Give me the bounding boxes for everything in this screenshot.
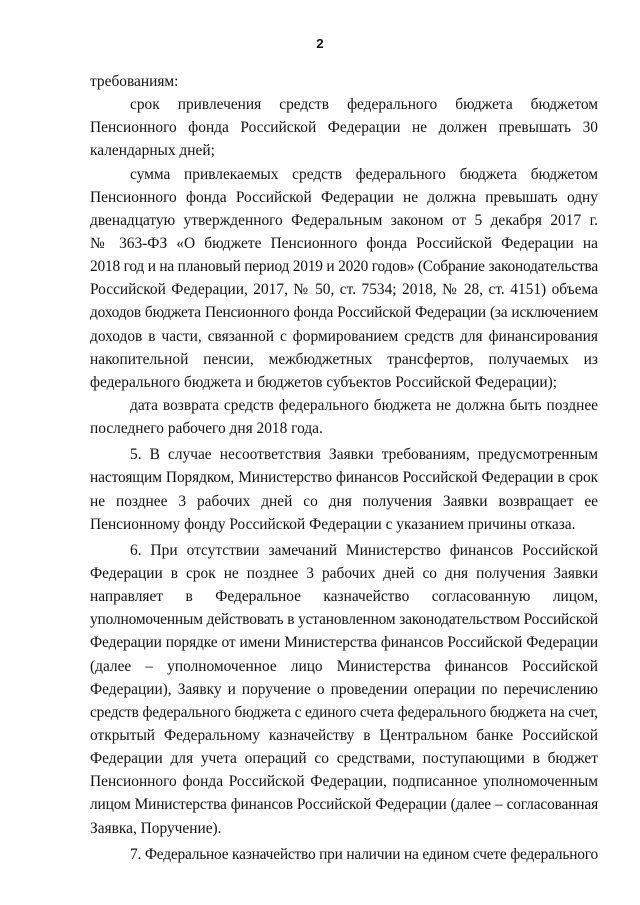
paragraph-line: Российской Федерации, 2017, № 50, ст. 7534; 2018, № 28, ст. 4151) объема	[90, 281, 598, 299]
paragraph-line: Заявка, Поручение).	[90, 819, 222, 837]
paragraph-line: требованиям:	[90, 73, 179, 90]
paragraph-line: Пенсионного фонда Российской Федерации не должна превышать одну	[90, 188, 598, 206]
paragraph-line: накопительной пенсии, межбюджетных трансфертов, получаемых из	[90, 350, 598, 368]
paragraph-line: последнего рабочего дня 2018 года.	[90, 420, 323, 438]
paragraph-line: настоящим Порядком, Министерство финансов Российской Федерации в срок	[90, 469, 598, 487]
paragraph-line: средств федерального бюджета с единого счета федерального бюджета на счет,	[90, 703, 598, 721]
document-body	[90, 70, 598, 866]
paragraph-line: календарных дней;	[90, 142, 215, 160]
paragraph-line: Пенсионному фонду Российской Федерации с указанием причины отказа.	[90, 515, 576, 533]
paragraph-line: 2018 год и на плановый период 2019 и 2020 годов» (Собрание законодательства	[90, 258, 599, 276]
paragraph-line: доходов в части, связанной с формированием средств для финансирования	[90, 327, 598, 345]
paragraph-line: сумма привлекаемых средств федерального бюджета бюджетом	[130, 165, 598, 183]
paragraph-line: 5. В случае несоответствия Заявки требованиям, предусмотренным	[130, 446, 598, 464]
paragraph-line: 7. Федеральное казначейство при наличии на едином счете федерального	[130, 845, 598, 863]
paragraph-line: Пенсионного фонда Российской Федерации, подписанное уполномоченным	[90, 773, 598, 791]
paragraph-line: (далее – уполномоченное лицо Министерства финансов Российской	[90, 657, 598, 675]
paragraph-line: Федерации в срок не позднее 3 рабочих дней со дня получения Заявки	[90, 564, 598, 582]
paragraph-line: срок привлечения средств федерального бюджета бюджетом	[130, 96, 598, 114]
page-number: 2	[316, 36, 324, 51]
paragraph-line: Федерации порядке от имени Министерства финансов Российской Федерации	[90, 634, 598, 652]
paragraph-line: открытый Федеральному казначейству в Центральном банке Российской	[90, 726, 598, 744]
paragraph-line: Федерации), Заявку и поручение о проведении операции по перечислению	[90, 680, 598, 698]
paragraph-line: дата возврата средств федерального бюджета не должна быть позднее	[130, 396, 598, 414]
paragraph-line: доходов бюджета Пенсионного фонда Российской Федерации (за исключением	[90, 304, 598, 322]
paragraph-line: направляет в Федеральное казначейство согласованную лицом,	[90, 588, 598, 606]
paragraph-line: № 363-ФЗ «О бюджете Пенсионного фонда Российской Федерации на	[90, 234, 598, 252]
paragraph-line: Федерации для учета операций со средствами, поступающими в бюджет	[90, 750, 598, 768]
paragraph-line: 6. При отсутствии замечаний Министерство финансов Российской	[130, 541, 598, 559]
paragraph-line: Пенсионного фонда Российской Федерации не должен превышать 30	[90, 119, 598, 137]
paragraph-line: федерального бюджета и бюджетов субъектов Российской Федерации);	[90, 373, 558, 391]
paragraph-line: двенадцатую утвержденного Федеральным законом от 5 декабря 2017 г.	[90, 211, 598, 229]
paragraph-line: не позднее 3 рабочих дней со дня получения Заявки возвращает ее	[90, 492, 598, 510]
paragraph-line: уполномоченным действовать в установленном законодательством Российской	[90, 611, 598, 629]
paragraph-line: лицом Министерства финансов Российской Федерации (далее – согласованная	[90, 796, 598, 814]
